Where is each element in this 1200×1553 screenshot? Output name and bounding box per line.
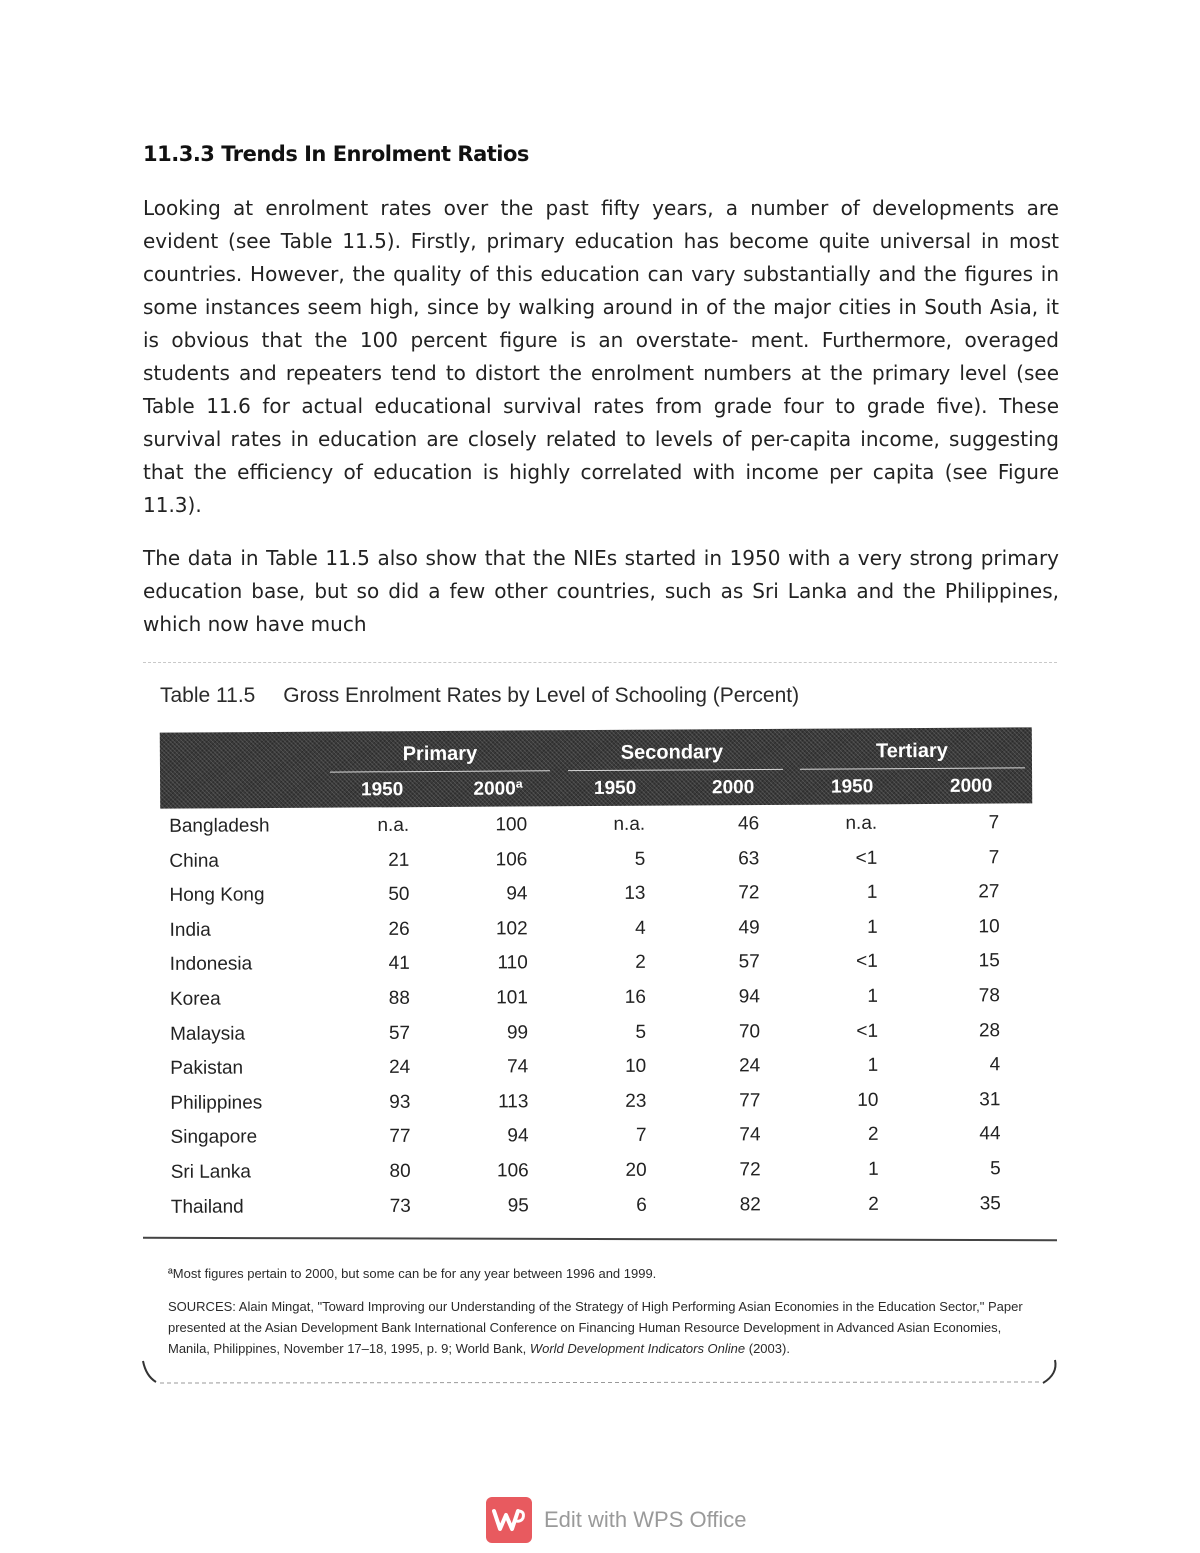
group-secondary: Secondary bbox=[620, 741, 724, 764]
country-cell: Thailand bbox=[170, 1196, 244, 1218]
country-cell: Korea bbox=[169, 988, 221, 1010]
table-body bbox=[159, 806, 1033, 1225]
table-row bbox=[161, 1152, 1033, 1190]
table-row bbox=[161, 1187, 1033, 1225]
year-header: 1950 bbox=[830, 776, 874, 798]
country-cell: Singapore bbox=[170, 1126, 258, 1149]
country-cell: Pakistan bbox=[170, 1057, 244, 1080]
value-cell: 10 bbox=[857, 1089, 879, 1111]
value-cell: <1 bbox=[855, 847, 878, 869]
table-row bbox=[160, 944, 1032, 982]
table-footnote: ªMost figures pertain to 2000, but some can be for any year between 1996 and 1999. bbox=[168, 1266, 657, 1281]
value-cell: 2 bbox=[635, 952, 646, 974]
value-cell: 24 bbox=[739, 1055, 761, 1077]
country-cell: India bbox=[169, 919, 211, 941]
sources-text: SOURCES: Alain Mingat, "Toward Improving our Understanding of the Strategy of High Performing Asian Economies in the Education Sector," Paper presented at the Asian Development Bank International Conference on Financing Human Resource Development in Advanced Asian Economies, Manila, Philippines, November 17–18, 1995, p. 9; World Bank, bbox=[168, 1299, 1023, 1356]
value-cell: n.a. bbox=[377, 814, 410, 836]
value-cell: 1 bbox=[867, 985, 878, 1007]
section-heading: 11.3.3 Trends In Enrolment Ratios bbox=[143, 142, 529, 166]
year-header: 2000 bbox=[711, 777, 755, 799]
value-cell: <1 bbox=[856, 951, 878, 973]
value-cell: n.a. bbox=[845, 812, 878, 834]
value-cell: 77 bbox=[389, 1126, 411, 1148]
value-cell: 20 bbox=[625, 1159, 647, 1181]
group-rule bbox=[330, 770, 550, 772]
value-cell: 28 bbox=[978, 1019, 1001, 1041]
value-cell: 1 bbox=[866, 881, 878, 904]
value-cell: 94 bbox=[507, 1125, 529, 1147]
value-cell: 23 bbox=[625, 1090, 647, 1112]
table-row bbox=[160, 1083, 1032, 1121]
body-paragraph-1: Looking at enrolment rates over the past fifty years, a number of developments are evident (see Table 11.5). Firstly, primary education has become quite universal in most countries. However, the quality of this education can vary substantially and the figures in some instances seem high, since by walking around in of the major cities in South Asia, it is obvious that the 100 percent figure is an overstate- ment. Furthermore, overaged students and repeaters tend to distort the enrolment numbers at the primary level (see Table 11.6 for actual educational survival rates from grade four to grade five). These survival rates in education are closely related to levels of per-capita income, suggesting that the efficiency of education is highly correlated with income per capita (see Figure 11.3). bbox=[143, 196, 1059, 517]
value-cell: <1 bbox=[856, 1020, 879, 1042]
value-cell: 94 bbox=[738, 986, 760, 1008]
value-cell: 31 bbox=[979, 1088, 1001, 1111]
table-row bbox=[160, 979, 1032, 1017]
value-cell: 16 bbox=[624, 986, 646, 1008]
table-row bbox=[159, 841, 1031, 879]
table-title: Gross Enrolment Rates by Level of Schooling (Percent) bbox=[283, 684, 800, 707]
value-cell: 5 bbox=[634, 848, 646, 870]
value-cell: 5 bbox=[990, 1158, 1001, 1180]
value-cell: 74 bbox=[507, 1056, 529, 1078]
value-cell: 93 bbox=[389, 1091, 411, 1113]
value-cell: 99 bbox=[506, 1021, 529, 1043]
year-header: 1950 bbox=[593, 777, 637, 800]
value-cell: 72 bbox=[738, 882, 760, 904]
value-cell: 27 bbox=[978, 881, 1000, 903]
value-cell: 110 bbox=[497, 952, 528, 974]
year-header: 2000ª bbox=[473, 778, 523, 800]
country-cell: Bangladesh bbox=[169, 815, 270, 837]
value-cell: 7 bbox=[988, 812, 1000, 834]
value-cell: 50 bbox=[388, 884, 410, 906]
value-cell: 78 bbox=[978, 985, 1000, 1007]
value-cell: 6 bbox=[636, 1194, 647, 1216]
value-cell: 1 bbox=[868, 1158, 879, 1180]
group-primary: Primary bbox=[402, 742, 478, 766]
country-cell: Philippines bbox=[170, 1092, 263, 1114]
table-row bbox=[160, 1014, 1032, 1052]
value-cell: 73 bbox=[389, 1195, 411, 1217]
value-cell: 101 bbox=[496, 987, 528, 1009]
scan-divider-top bbox=[143, 662, 1057, 663]
value-cell: 7 bbox=[635, 1125, 647, 1147]
value-cell: 4 bbox=[634, 917, 646, 939]
table-label: Table 11.5 bbox=[160, 684, 256, 707]
country-cell: Indonesia bbox=[169, 953, 253, 976]
table-row bbox=[159, 875, 1031, 913]
table-row bbox=[160, 910, 1032, 948]
value-cell: 26 bbox=[388, 918, 410, 940]
value-cell: 57 bbox=[738, 951, 760, 973]
country-cell: Sri Lanka bbox=[170, 1161, 252, 1183]
value-cell: 77 bbox=[739, 1090, 761, 1112]
value-cell: 63 bbox=[738, 847, 760, 869]
value-cell: 57 bbox=[388, 1022, 411, 1044]
value-cell: 44 bbox=[979, 1123, 1001, 1145]
value-cell: 10 bbox=[978, 916, 1000, 938]
value-cell: 15 bbox=[978, 950, 1000, 972]
value-cell: 4 bbox=[989, 1054, 1001, 1076]
value-cell: 13 bbox=[624, 882, 646, 905]
table-row bbox=[160, 1117, 1032, 1155]
value-cell: 1 bbox=[867, 1054, 879, 1076]
value-cell: 21 bbox=[388, 849, 410, 871]
value-cell: 74 bbox=[739, 1124, 761, 1146]
value-cell: 94 bbox=[506, 883, 528, 905]
sources-italic-title: World Development Indicators Online bbox=[529, 1341, 746, 1356]
table-sources bbox=[168, 1296, 1036, 1359]
value-cell: 106 bbox=[496, 1160, 529, 1182]
table-row bbox=[160, 1048, 1032, 1086]
group-rule bbox=[568, 769, 783, 771]
sources-suffix: (2003). bbox=[745, 1341, 790, 1356]
value-cell: 72 bbox=[739, 1159, 761, 1181]
country-cell: Hong Kong bbox=[169, 884, 265, 907]
table-header bbox=[160, 727, 1032, 808]
value-cell: 1 bbox=[866, 916, 878, 938]
value-cell: 102 bbox=[495, 918, 528, 940]
value-cell: 5 bbox=[635, 1021, 647, 1043]
wps-watermark[interactable] bbox=[486, 1497, 747, 1543]
group-tertiary: Tertiary bbox=[875, 739, 948, 763]
year-header: 1950 bbox=[360, 779, 404, 801]
value-cell: 100 bbox=[495, 814, 528, 836]
country-cell: China bbox=[169, 850, 220, 872]
value-cell: 80 bbox=[389, 1160, 411, 1182]
value-cell: 46 bbox=[737, 813, 760, 835]
value-cell: 106 bbox=[495, 848, 528, 871]
value-cell: 70 bbox=[738, 1020, 761, 1042]
value-cell: 41 bbox=[388, 953, 410, 975]
value-cell: n.a. bbox=[613, 813, 646, 835]
table-row bbox=[159, 806, 1031, 844]
value-cell: 2 bbox=[868, 1193, 879, 1215]
scan-corner-mark-left bbox=[140, 1358, 1070, 1388]
value-cell: 49 bbox=[738, 917, 760, 939]
value-cell: 88 bbox=[388, 987, 410, 1009]
group-rule bbox=[800, 767, 1025, 769]
value-cell: 113 bbox=[498, 1091, 529, 1113]
wps-logo-icon bbox=[486, 1497, 532, 1543]
value-cell: 95 bbox=[507, 1194, 529, 1216]
body-paragraph-2: The data in Table 11.5 also show that the NIEs started in 1950 with a very strong primary education base, but so did a few other countries, such as Sri Lanka and the Philippines, which now have much bbox=[143, 546, 1059, 636]
value-cell: 7 bbox=[988, 846, 1000, 868]
value-cell: 10 bbox=[625, 1055, 647, 1078]
value-cell: 35 bbox=[979, 1192, 1001, 1214]
wps-watermark-text: Edit with WPS Office bbox=[544, 1507, 747, 1532]
year-header: 2000 bbox=[949, 775, 993, 797]
country-cell: Malaysia bbox=[170, 1023, 246, 1045]
value-cell: 82 bbox=[739, 1193, 761, 1215]
table-bottom-rule bbox=[143, 1237, 1057, 1241]
value-cell: 24 bbox=[389, 1056, 411, 1079]
table-caption bbox=[160, 684, 799, 708]
value-cell: 2 bbox=[867, 1124, 879, 1146]
